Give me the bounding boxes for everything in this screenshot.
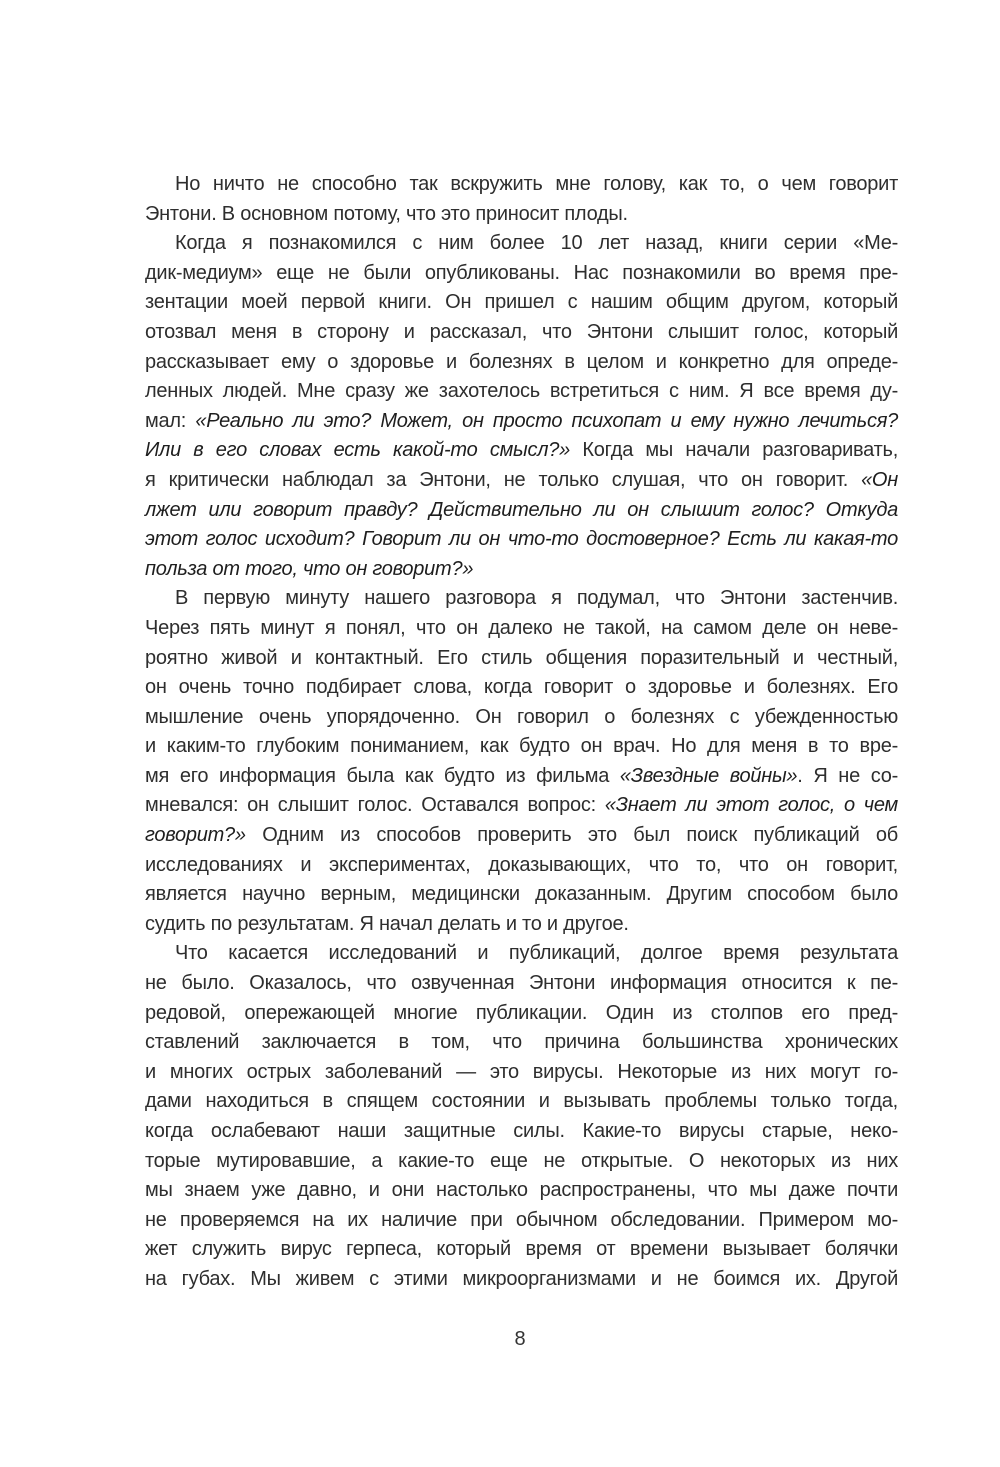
text-run: Через пять минут я понял, что он далеко не такой, на самом деле он неве- (145, 616, 898, 639)
text-line (145, 673, 898, 703)
text-run: мневался: он слышит голос. Оставался вопрос: (145, 794, 605, 817)
text-line (145, 1206, 898, 1236)
text-line (145, 880, 898, 910)
italic-quote: лжет или говорит правду? Действительно ли он слышит голос? Откуда (145, 498, 898, 521)
text-line (145, 791, 898, 821)
text-run: дами находиться в спящем состоянии и вызывать проблемы только тогда, (145, 1090, 898, 1113)
text-run: ленных людей. Мне сразу же захотелось встретиться с ним. Я все время ду- (145, 380, 898, 403)
text-run: не проверяемся на их наличие при обычном обследовании. Примером мо- (145, 1208, 898, 1231)
paragraph (145, 170, 898, 229)
italic-quote: «Он (861, 468, 898, 491)
paragraph (145, 229, 898, 584)
text-run: мал: (145, 409, 196, 432)
text-line (145, 259, 898, 289)
text-line (145, 821, 898, 851)
text-line (145, 644, 898, 674)
text-line (145, 496, 898, 526)
text-run: дик-медиум» еще не были опубликованы. Нас познакомили во время пре- (145, 261, 898, 284)
page-number: 8 (514, 1328, 526, 1350)
text-run: В первую минуту нашего разговора я подумал, что Энтони застенчив. (175, 587, 898, 610)
paragraph (145, 939, 898, 1294)
text-run: мя его информация была как будто из фильма (145, 764, 620, 787)
text-run: . Я не со- (797, 764, 898, 787)
italic-quote: «Знает ли этот голос, о чем (604, 794, 898, 817)
text-run: мышление очень упорядоченно. Он говорил о болезнях с убежденностью (145, 705, 898, 728)
text-line (145, 1058, 898, 1088)
text-line (145, 614, 898, 644)
text-run: не было. Оказалось, что озвученная Энтони информация относится к пе- (145, 972, 898, 995)
text-run: и многих острых заболеваний — это вирусы. Некоторые из них могут го- (145, 1060, 898, 1083)
text-line (145, 969, 898, 999)
text-run: он очень точно подбирает слова, когда говорит о здоровье и болезнях. Его (145, 676, 898, 699)
text-run: Но ничто не способно так вскружить мне голову, как то, о чем говорит (175, 173, 898, 195)
text-line (145, 1028, 898, 1058)
text-line (145, 1147, 898, 1177)
text-run: мы знаем уже давно, и они настолько распространены, что мы даже почти (145, 1179, 898, 1202)
text-run: Что касается исследований и публикаций, долгое время результата (175, 942, 898, 965)
text-run: когда ослабевают наши защитные силы. Какие-то вирусы старые, неко- (145, 1120, 898, 1142)
text-run: ставлений заключается в том, что причина большинства хронических (145, 1031, 898, 1054)
text-run: жет служить вирус герпеса, который время от времени вызывает болячки (145, 1238, 898, 1261)
text-line (145, 732, 898, 762)
text-run: я критически наблюдал за Энтони, не только слушая, что он говорит. (145, 468, 862, 491)
text-line (145, 466, 898, 496)
text-run: Одним из способов проверить это был поиск публикаций об (245, 824, 898, 847)
text-run: роятно живой и контактный. Его стиль общения поразительный и честный, (145, 646, 898, 669)
text-line (145, 703, 898, 733)
text-run: Когда я познакомился с ним более 10 лет назад, книги серии «Ме- (175, 232, 898, 255)
text-line (145, 318, 898, 348)
text-run: зентации моей первой книги. Он пришел с нашим общим другом, который (145, 291, 898, 314)
text-line (145, 200, 898, 230)
text-line (145, 1235, 898, 1265)
text-line (145, 584, 898, 614)
text-line (145, 229, 898, 259)
text-line (145, 1265, 898, 1295)
text-line (145, 851, 898, 881)
text-line (145, 1176, 898, 1206)
text-run: Энтони. В основном потому, что это приносит плоды. (145, 202, 628, 225)
text-run: на губах. Мы живем с этими микроорганизмами и не боимся их. Другой (145, 1267, 898, 1290)
text-line (145, 555, 898, 585)
text-line (145, 407, 898, 437)
text-run: рассказывает ему о здоровье и болезнях в целом и конкретно для опреде- (145, 350, 898, 373)
text-line (145, 525, 898, 555)
text-line (145, 910, 898, 940)
text-run: отозвал меня в сторону и рассказал, что Энтони слышит голос, который (145, 320, 898, 343)
text-line (145, 170, 898, 200)
text-run: и каким-то глубоким пониманием, как будто он врач. Но для меня в то вре- (145, 735, 898, 758)
text-run: торые мутировавшие, а какие-то еще не открытые. О некоторых из них (145, 1149, 898, 1172)
text-run: Когда мы начали разговаривать, (570, 439, 898, 462)
text-run: исследованиях и экспериментах, доказывающих, что то, что он говорит, (145, 853, 898, 876)
italic-quote: «Звездные войны» (619, 764, 798, 787)
text-line (145, 939, 898, 969)
italic-quote: Или в его словах есть какой-то смысл?» (145, 439, 571, 462)
text-line (145, 999, 898, 1029)
italic-quote: «Реально ли это? Может, он просто психопат и ему нужно лечиться? (195, 409, 899, 432)
text-line (145, 1117, 898, 1147)
italic-quote: говорит?» (145, 824, 246, 847)
italic-quote: этот голос исходит? Говорит ли он что-то достоверное? Есть ли какая-то (145, 528, 898, 551)
text-line (145, 348, 898, 378)
text-line (145, 436, 898, 466)
text-run: судить по результатам. Я начал делать и то и другое. (145, 912, 629, 935)
paragraph (145, 584, 898, 939)
book-page-body (145, 170, 898, 1295)
italic-quote: польза от того, что он говорит?» (145, 557, 474, 580)
text-line (145, 762, 898, 792)
text-run: является научно верным, медицински доказанным. Другим способом было (145, 883, 898, 906)
text-line (145, 377, 898, 407)
text-line (145, 288, 898, 318)
text-run: редовой, опережающей многие публикации. Один из столпов его пред- (145, 1001, 898, 1024)
text-line (145, 1087, 898, 1117)
